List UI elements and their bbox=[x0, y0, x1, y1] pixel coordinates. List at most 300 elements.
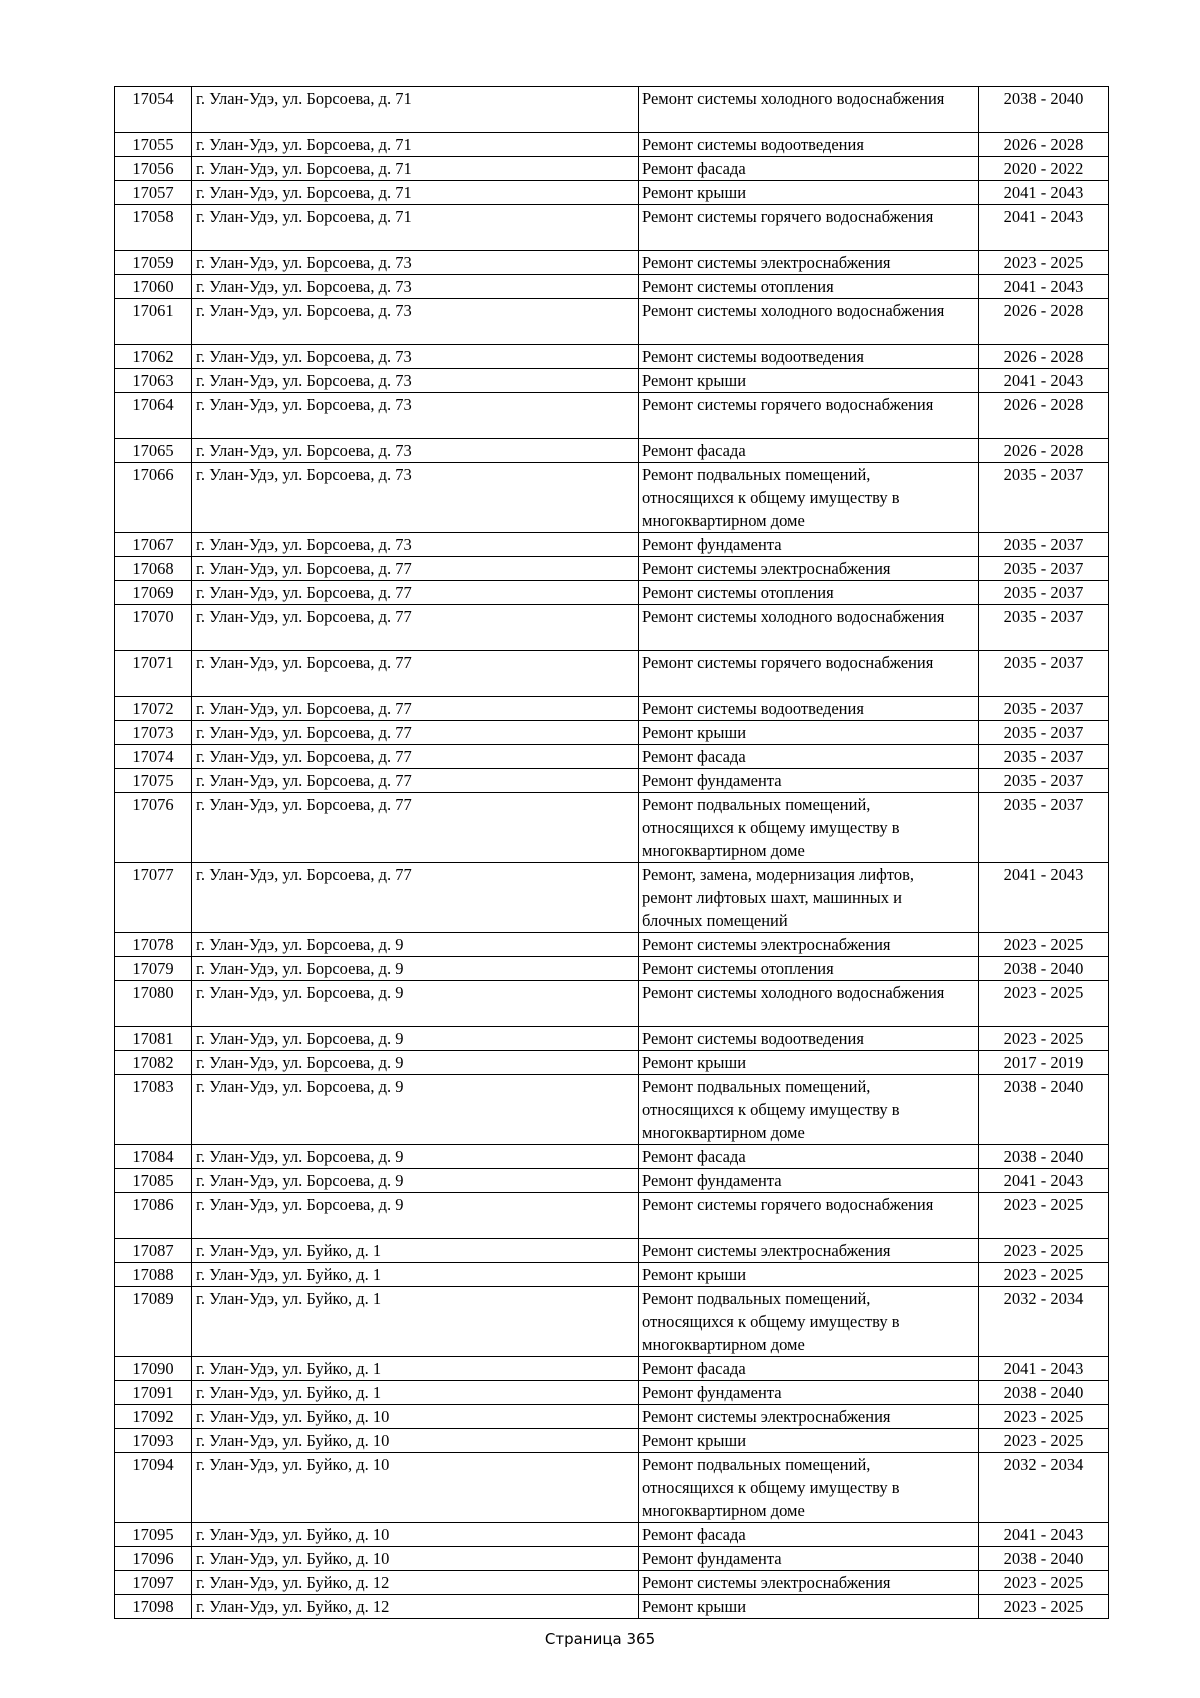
work-type-cell bbox=[639, 1239, 979, 1263]
table-row bbox=[115, 1523, 1109, 1547]
work-type-cell-text: Ремонт, замена, модернизация лифтов, bbox=[642, 865, 915, 884]
work-type-cell bbox=[639, 581, 979, 605]
address-cell-text: г. Улан-Удэ, ул. Буйко, д. 10 bbox=[196, 1549, 390, 1568]
address-cell bbox=[192, 1193, 639, 1239]
period-cell-text: 2041 - 2043 bbox=[1003, 865, 1084, 884]
row-number-cell-text: 17057 bbox=[132, 183, 174, 202]
table-row bbox=[115, 181, 1109, 205]
address-cell-text: г. Улан-Удэ, ул. Борсоева, д. 71 bbox=[196, 159, 412, 178]
work-type-cell bbox=[639, 1523, 979, 1547]
address-cell bbox=[192, 605, 639, 651]
table-row bbox=[115, 1547, 1109, 1571]
work-type-cell bbox=[639, 1381, 979, 1405]
work-type-cell bbox=[639, 181, 979, 205]
table-row bbox=[115, 369, 1109, 393]
period-cell bbox=[979, 1571, 1109, 1595]
address-cell-text: г. Улан-Удэ, ул. Борсоева, д. 73 bbox=[196, 347, 412, 366]
address-cell bbox=[192, 1595, 639, 1619]
row-number-cell bbox=[115, 1523, 192, 1547]
row-number-cell bbox=[115, 439, 192, 463]
row-number-cell-text: 17096 bbox=[132, 1549, 174, 1568]
work-type-cell-text: Ремонт системы холодного водоснабжения bbox=[642, 89, 945, 108]
row-number-cell-text: 17097 bbox=[132, 1573, 174, 1592]
address-cell bbox=[192, 981, 639, 1027]
row-number-cell-text: 17094 bbox=[132, 1455, 174, 1474]
row-number-cell-text: 17079 bbox=[132, 959, 174, 978]
row-number-cell bbox=[115, 1405, 192, 1429]
row-number-cell bbox=[115, 1193, 192, 1239]
row-number-cell-text: 17083 bbox=[132, 1077, 174, 1096]
period-cell-text: 2026 - 2028 bbox=[1003, 347, 1084, 366]
row-number-cell-text: 17069 bbox=[132, 583, 174, 602]
work-type-cell-text: Ремонт фундамента bbox=[642, 535, 782, 554]
row-number-cell-text: 17061 bbox=[132, 301, 174, 320]
period-cell-text: 2035 - 2037 bbox=[1003, 535, 1084, 554]
work-type-cell-text: Ремонт крыши bbox=[642, 371, 747, 390]
period-cell-text: 2032 - 2034 bbox=[1003, 1455, 1084, 1474]
row-number-cell-text: 17078 bbox=[132, 935, 174, 954]
work-type-cell bbox=[639, 533, 979, 557]
row-number-cell bbox=[115, 697, 192, 721]
period-cell bbox=[979, 1595, 1109, 1619]
row-number-cell bbox=[115, 1357, 192, 1381]
row-number-cell-text: 17063 bbox=[132, 371, 174, 390]
address-cell bbox=[192, 181, 639, 205]
row-number-cell bbox=[115, 369, 192, 393]
work-type-cell-text: относящихся к общему имуществу в bbox=[642, 818, 900, 837]
row-number-cell-text: 17085 bbox=[132, 1171, 174, 1190]
table-row bbox=[115, 581, 1109, 605]
address-cell-text: г. Улан-Удэ, ул. Борсоева, д. 77 bbox=[196, 583, 412, 602]
work-type-cell-text: Ремонт фундамента bbox=[642, 771, 782, 790]
period-cell-text: 2020 - 2022 bbox=[1003, 159, 1084, 178]
repair-schedule-table bbox=[114, 86, 1109, 1619]
table-row bbox=[115, 251, 1109, 275]
period-cell-text: 2023 - 2025 bbox=[1003, 1195, 1084, 1214]
address-cell bbox=[192, 863, 639, 933]
period-cell bbox=[979, 1547, 1109, 1571]
address-cell bbox=[192, 133, 639, 157]
row-number-cell-text: 17075 bbox=[132, 771, 174, 790]
table-row bbox=[115, 299, 1109, 345]
address-cell bbox=[192, 393, 639, 439]
period-cell bbox=[979, 1405, 1109, 1429]
period-cell-text: 2026 - 2028 bbox=[1003, 395, 1084, 414]
address-cell-text: г. Улан-Удэ, ул. Буйко, д. 1 bbox=[196, 1265, 382, 1284]
row-number-cell-text: 17093 bbox=[132, 1431, 174, 1450]
period-cell bbox=[979, 1523, 1109, 1547]
address-cell-text: г. Улан-Удэ, ул. Борсоева, д. 9 bbox=[196, 1171, 404, 1190]
address-cell-text: г. Улан-Удэ, ул. Борсоева, д. 73 bbox=[196, 441, 412, 460]
work-type-cell-text: Ремонт фасада bbox=[642, 1359, 746, 1378]
address-cell-text: г. Улан-Удэ, ул. Борсоева, д. 71 bbox=[196, 183, 412, 202]
row-number-cell-text: 17065 bbox=[132, 441, 174, 460]
address-cell bbox=[192, 299, 639, 345]
period-cell-text: 2035 - 2037 bbox=[1003, 723, 1084, 742]
row-number-cell-text: 17089 bbox=[132, 1289, 174, 1308]
work-type-cell bbox=[639, 299, 979, 345]
work-type-cell bbox=[639, 651, 979, 697]
address-cell-text: г. Улан-Удэ, ул. Борсоева, д. 77 bbox=[196, 653, 412, 672]
address-cell-text: г. Улан-Удэ, ул. Борсоева, д. 9 bbox=[196, 1077, 404, 1096]
address-cell-text: г. Улан-Удэ, ул. Буйко, д. 10 bbox=[196, 1525, 390, 1544]
work-type-cell bbox=[639, 557, 979, 581]
period-cell-text: 2041 - 2043 bbox=[1003, 1171, 1084, 1190]
period-cell-text: 2041 - 2043 bbox=[1003, 1525, 1084, 1544]
period-cell bbox=[979, 205, 1109, 251]
period-cell bbox=[979, 1429, 1109, 1453]
table-body bbox=[115, 87, 1109, 1619]
row-number-cell-text: 17086 bbox=[132, 1195, 174, 1214]
address-cell bbox=[192, 557, 639, 581]
row-number-cell bbox=[115, 957, 192, 981]
period-cell-text: 2035 - 2037 bbox=[1003, 747, 1084, 766]
address-cell-text: г. Улан-Удэ, ул. Борсоева, д. 77 bbox=[196, 865, 412, 884]
work-type-cell bbox=[639, 1027, 979, 1051]
address-cell-text: г. Улан-Удэ, ул. Борсоева, д. 73 bbox=[196, 535, 412, 554]
work-type-cell bbox=[639, 157, 979, 181]
row-number-cell bbox=[115, 581, 192, 605]
row-number-cell bbox=[115, 205, 192, 251]
table-row bbox=[115, 1027, 1109, 1051]
period-cell-text: 2038 - 2040 bbox=[1003, 1383, 1084, 1402]
address-cell-text: г. Улан-Удэ, ул. Борсоева, д. 73 bbox=[196, 371, 412, 390]
table-row bbox=[115, 1405, 1109, 1429]
address-cell-text: г. Улан-Удэ, ул. Борсоева, д. 9 bbox=[196, 1053, 404, 1072]
work-type-cell bbox=[639, 769, 979, 793]
address-cell-text: г. Улан-Удэ, ул. Буйко, д. 1 bbox=[196, 1241, 382, 1260]
address-cell bbox=[192, 1075, 639, 1145]
row-number-cell bbox=[115, 1075, 192, 1145]
address-cell bbox=[192, 721, 639, 745]
work-type-cell-text: Ремонт системы холодного водоснабжения bbox=[642, 301, 945, 320]
period-cell bbox=[979, 557, 1109, 581]
period-cell bbox=[979, 1051, 1109, 1075]
address-cell-text: г. Улан-Удэ, ул. Буйко, д. 10 bbox=[196, 1431, 390, 1450]
row-number-cell bbox=[115, 1595, 192, 1619]
row-number-cell-text: 17095 bbox=[132, 1525, 174, 1544]
row-number-cell-text: 17090 bbox=[132, 1359, 174, 1378]
address-cell bbox=[192, 1523, 639, 1547]
work-type-cell-text: Ремонт фасада bbox=[642, 1147, 746, 1166]
row-number-cell bbox=[115, 769, 192, 793]
address-cell bbox=[192, 1405, 639, 1429]
work-type-cell-text: Ремонт системы электроснабжения bbox=[642, 253, 891, 272]
address-cell-text: г. Улан-Удэ, ул. Борсоева, д. 77 bbox=[196, 723, 412, 742]
address-cell bbox=[192, 1287, 639, 1357]
work-type-cell bbox=[639, 369, 979, 393]
period-cell bbox=[979, 745, 1109, 769]
work-type-cell bbox=[639, 393, 979, 439]
work-type-cell-text: Ремонт системы водоотведения bbox=[642, 347, 864, 366]
row-number-cell bbox=[115, 251, 192, 275]
work-type-cell bbox=[639, 793, 979, 863]
period-cell bbox=[979, 933, 1109, 957]
table-row bbox=[115, 87, 1109, 133]
table-row bbox=[115, 533, 1109, 557]
table-row bbox=[115, 1571, 1109, 1595]
row-number-cell bbox=[115, 1453, 192, 1523]
table-row bbox=[115, 1429, 1109, 1453]
address-cell-text: г. Улан-Удэ, ул. Буйко, д. 10 bbox=[196, 1407, 390, 1426]
address-cell-text: г. Улан-Удэ, ул. Борсоева, д. 77 bbox=[196, 607, 412, 626]
row-number-cell-text: 17059 bbox=[132, 253, 174, 272]
table-row bbox=[115, 439, 1109, 463]
address-cell bbox=[192, 769, 639, 793]
address-cell-text: г. Улан-Удэ, ул. Буйко, д. 12 bbox=[196, 1597, 390, 1616]
address-cell bbox=[192, 581, 639, 605]
period-cell bbox=[979, 1075, 1109, 1145]
page-number: Страница 365 bbox=[544, 1630, 656, 1648]
table-row bbox=[115, 721, 1109, 745]
period-cell bbox=[979, 345, 1109, 369]
row-number-cell-text: 17066 bbox=[132, 465, 174, 484]
work-type-cell-text: Ремонт системы электроснабжения bbox=[642, 1407, 891, 1426]
table-row bbox=[115, 1287, 1109, 1357]
period-cell-text: 2038 - 2040 bbox=[1003, 959, 1084, 978]
period-cell-text: 2038 - 2040 bbox=[1003, 89, 1084, 108]
work-type-cell bbox=[639, 1169, 979, 1193]
row-number-cell bbox=[115, 1027, 192, 1051]
row-number-cell bbox=[115, 1381, 192, 1405]
work-type-cell-text: относящихся к общему имуществу в bbox=[642, 488, 900, 507]
address-cell bbox=[192, 793, 639, 863]
row-number-cell-text: 17067 bbox=[132, 535, 174, 554]
work-type-cell-text: Ремонт системы водоотведения bbox=[642, 135, 864, 154]
period-cell bbox=[979, 769, 1109, 793]
period-cell-text: 2038 - 2040 bbox=[1003, 1549, 1084, 1568]
table-row bbox=[115, 1357, 1109, 1381]
address-cell bbox=[192, 87, 639, 133]
table-row bbox=[115, 133, 1109, 157]
table-row bbox=[115, 1145, 1109, 1169]
work-type-cell-text: относящихся к общему имуществу в bbox=[642, 1478, 900, 1497]
work-type-cell bbox=[639, 1571, 979, 1595]
period-cell bbox=[979, 299, 1109, 345]
work-type-cell-text: Ремонт системы электроснабжения bbox=[642, 1573, 891, 1592]
period-cell-text: 2035 - 2037 bbox=[1003, 795, 1084, 814]
row-number-cell-text: 17054 bbox=[132, 89, 174, 108]
work-type-cell bbox=[639, 345, 979, 369]
row-number-cell-text: 17080 bbox=[132, 983, 174, 1002]
row-number-cell bbox=[115, 275, 192, 299]
period-cell-text: 2041 - 2043 bbox=[1003, 183, 1084, 202]
period-cell bbox=[979, 981, 1109, 1027]
work-type-cell-text: Ремонт системы холодного водоснабжения bbox=[642, 607, 945, 626]
row-number-cell bbox=[115, 393, 192, 439]
row-number-cell-text: 17062 bbox=[132, 347, 174, 366]
work-type-cell-text: Ремонт фасада bbox=[642, 747, 746, 766]
work-type-cell-text: Ремонт системы горячего водоснабжения bbox=[642, 207, 934, 226]
period-cell-text: 2035 - 2037 bbox=[1003, 465, 1084, 484]
table-row bbox=[115, 605, 1109, 651]
row-number-cell bbox=[115, 1051, 192, 1075]
work-type-cell-text: Ремонт системы горячего водоснабжения bbox=[642, 395, 934, 414]
period-cell bbox=[979, 87, 1109, 133]
table-row bbox=[115, 1263, 1109, 1287]
work-type-cell bbox=[639, 205, 979, 251]
work-type-cell bbox=[639, 1051, 979, 1075]
period-cell-text: 2035 - 2037 bbox=[1003, 559, 1084, 578]
row-number-cell-text: 17072 bbox=[132, 699, 174, 718]
period-cell bbox=[979, 393, 1109, 439]
work-type-cell bbox=[639, 1357, 979, 1381]
row-number-cell-text: 17084 bbox=[132, 1147, 174, 1166]
period-cell-text: 2023 - 2025 bbox=[1003, 1265, 1084, 1284]
address-cell-text: г. Улан-Удэ, ул. Борсоева, д. 77 bbox=[196, 795, 412, 814]
address-cell bbox=[192, 369, 639, 393]
row-number-cell bbox=[115, 1571, 192, 1595]
work-type-cell-text: Ремонт системы холодного водоснабжения bbox=[642, 983, 945, 1002]
row-number-cell-text: 17071 bbox=[132, 653, 174, 672]
work-type-cell bbox=[639, 1453, 979, 1523]
period-cell bbox=[979, 1357, 1109, 1381]
work-type-cell-text: Ремонт системы горячего водоснабжения bbox=[642, 1195, 934, 1214]
address-cell bbox=[192, 1453, 639, 1523]
work-type-cell-text: Ремонт фасада bbox=[642, 159, 746, 178]
address-cell bbox=[192, 1027, 639, 1051]
table-row bbox=[115, 933, 1109, 957]
period-cell-text: 2035 - 2037 bbox=[1003, 699, 1084, 718]
address-cell bbox=[192, 651, 639, 697]
row-number-cell bbox=[115, 1263, 192, 1287]
table-row bbox=[115, 1075, 1109, 1145]
table-row bbox=[115, 1169, 1109, 1193]
work-type-cell bbox=[639, 863, 979, 933]
row-number-cell bbox=[115, 557, 192, 581]
work-type-cell bbox=[639, 1595, 979, 1619]
period-cell bbox=[979, 793, 1109, 863]
address-cell-text: г. Улан-Удэ, ул. Борсоева, д. 73 bbox=[196, 253, 412, 272]
period-cell-text: 2035 - 2037 bbox=[1003, 583, 1084, 602]
address-cell bbox=[192, 957, 639, 981]
address-cell bbox=[192, 463, 639, 533]
address-cell-text: г. Улан-Удэ, ул. Борсоева, д. 77 bbox=[196, 699, 412, 718]
period-cell bbox=[979, 157, 1109, 181]
address-cell-text: г. Улан-Удэ, ул. Борсоева, д. 77 bbox=[196, 559, 412, 578]
period-cell-text: 2041 - 2043 bbox=[1003, 371, 1084, 390]
address-cell-text: г. Улан-Удэ, ул. Борсоева, д. 9 bbox=[196, 1147, 404, 1166]
period-cell-text: 2023 - 2025 bbox=[1003, 1407, 1084, 1426]
table-row bbox=[115, 1453, 1109, 1523]
address-cell-text: г. Улан-Удэ, ул. Буйко, д. 10 bbox=[196, 1455, 390, 1474]
address-cell bbox=[192, 1239, 639, 1263]
work-type-cell-text: многоквартирном доме bbox=[642, 841, 805, 860]
table-row bbox=[115, 769, 1109, 793]
work-type-cell bbox=[639, 1193, 979, 1239]
row-number-cell bbox=[115, 1145, 192, 1169]
work-type-cell-text: многоквартирном доме bbox=[642, 1123, 805, 1142]
row-number-cell-text: 17092 bbox=[132, 1407, 174, 1426]
address-cell bbox=[192, 1169, 639, 1193]
row-number-cell bbox=[115, 157, 192, 181]
row-number-cell bbox=[115, 981, 192, 1027]
work-type-cell-text: Ремонт системы отопления bbox=[642, 583, 834, 602]
row-number-cell bbox=[115, 721, 192, 745]
row-number-cell bbox=[115, 933, 192, 957]
address-cell-text: г. Улан-Удэ, ул. Борсоева, д. 9 bbox=[196, 1029, 404, 1048]
work-type-cell-text: Ремонт подвальных помещений, bbox=[642, 795, 871, 814]
address-cell bbox=[192, 697, 639, 721]
work-type-cell-text: Ремонт фасада bbox=[642, 441, 746, 460]
period-cell-text: 2038 - 2040 bbox=[1003, 1077, 1084, 1096]
period-cell-text: 2023 - 2025 bbox=[1003, 1029, 1084, 1048]
work-type-cell-text: относящихся к общему имуществу в bbox=[642, 1100, 900, 1119]
row-number-cell-text: 17058 bbox=[132, 207, 174, 226]
work-type-cell-text: Ремонт подвальных помещений, bbox=[642, 1289, 871, 1308]
period-cell-text: 2026 - 2028 bbox=[1003, 441, 1084, 460]
work-type-cell-text: блочных помещений bbox=[642, 911, 788, 930]
row-number-cell bbox=[115, 133, 192, 157]
address-cell bbox=[192, 275, 639, 299]
address-cell bbox=[192, 251, 639, 275]
table-row bbox=[115, 1051, 1109, 1075]
table-row bbox=[115, 745, 1109, 769]
period-cell-text: 2023 - 2025 bbox=[1003, 1573, 1084, 1592]
row-number-cell-text: 17055 bbox=[132, 135, 174, 154]
work-type-cell-text: Ремонт системы горячего водоснабжения bbox=[642, 653, 934, 672]
address-cell bbox=[192, 1145, 639, 1169]
period-cell bbox=[979, 581, 1109, 605]
row-number-cell-text: 17098 bbox=[132, 1597, 174, 1616]
period-cell bbox=[979, 605, 1109, 651]
row-number-cell bbox=[115, 87, 192, 133]
work-type-cell bbox=[639, 87, 979, 133]
work-type-cell-text: Ремонт крыши bbox=[642, 723, 747, 742]
row-number-cell-text: 17091 bbox=[132, 1383, 174, 1402]
row-number-cell-text: 17087 bbox=[132, 1241, 174, 1260]
row-number-cell bbox=[115, 651, 192, 697]
row-number-cell-text: 17076 bbox=[132, 795, 174, 814]
address-cell bbox=[192, 1429, 639, 1453]
work-type-cell-text: Ремонт фундамента bbox=[642, 1383, 782, 1402]
work-type-cell-text: Ремонт фундамента bbox=[642, 1171, 782, 1190]
period-cell bbox=[979, 697, 1109, 721]
period-cell bbox=[979, 1169, 1109, 1193]
row-number-cell bbox=[115, 1287, 192, 1357]
work-type-cell-text: Ремонт крыши bbox=[642, 1265, 747, 1284]
work-type-cell bbox=[639, 1405, 979, 1429]
address-cell bbox=[192, 745, 639, 769]
work-type-cell bbox=[639, 133, 979, 157]
work-type-cell bbox=[639, 1145, 979, 1169]
row-number-cell bbox=[115, 793, 192, 863]
period-cell bbox=[979, 369, 1109, 393]
work-type-cell-text: Ремонт крыши bbox=[642, 183, 747, 202]
work-type-cell bbox=[639, 463, 979, 533]
work-type-cell-text: Ремонт фундамента bbox=[642, 1549, 782, 1568]
row-number-cell-text: 17081 bbox=[132, 1029, 174, 1048]
address-cell-text: г. Улан-Удэ, ул. Борсоева, д. 9 bbox=[196, 959, 404, 978]
work-type-cell-text: Ремонт системы электроснабжения bbox=[642, 1241, 891, 1260]
period-cell bbox=[979, 957, 1109, 981]
address-cell-text: г. Улан-Удэ, ул. Буйко, д. 12 bbox=[196, 1573, 390, 1592]
address-cell-text: г. Улан-Удэ, ул. Борсоева, д. 9 bbox=[196, 983, 404, 1002]
row-number-cell-text: 17073 bbox=[132, 723, 174, 742]
work-type-cell bbox=[639, 1075, 979, 1145]
work-type-cell bbox=[639, 745, 979, 769]
period-cell-text: 2023 - 2025 bbox=[1003, 1241, 1084, 1260]
address-cell-text: г. Улан-Удэ, ул. Буйко, д. 1 bbox=[196, 1359, 382, 1378]
table-row bbox=[115, 957, 1109, 981]
period-cell bbox=[979, 275, 1109, 299]
work-type-cell bbox=[639, 981, 979, 1027]
address-cell bbox=[192, 157, 639, 181]
period-cell-text: 2023 - 2025 bbox=[1003, 1597, 1084, 1616]
table-row bbox=[115, 345, 1109, 369]
period-cell-text: 2023 - 2025 bbox=[1003, 983, 1084, 1002]
period-cell-text: 2023 - 2025 bbox=[1003, 935, 1084, 954]
